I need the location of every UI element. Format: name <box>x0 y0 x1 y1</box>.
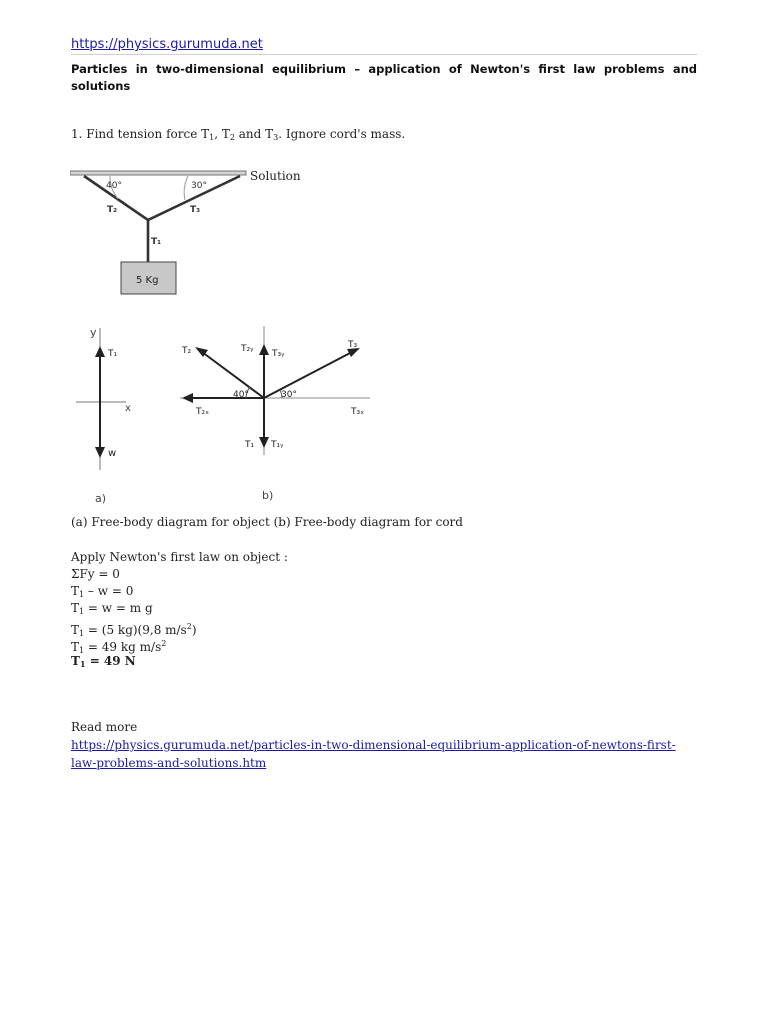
equation-line-3: $T_1 = w = m$ g <box>71 601 153 616</box>
t1y-label: T₁ᵧ <box>271 440 284 450</box>
t2y-label: T₂ᵧ <box>241 344 254 354</box>
t2-label: T₂ <box>182 346 192 356</box>
header-divider <box>71 54 697 55</box>
problem-statement: 1. Find tension force $T_1$, $T_2$ and $T_3$. Ignore cord's mass. <box>71 127 406 142</box>
equation-line-2: $T_1 - w = 0$ <box>71 584 134 599</box>
t1-t1y-arrowhead <box>259 437 269 448</box>
t3-label: T₃ <box>190 205 201 215</box>
final-answer: $T_1 = 49$ N <box>71 654 136 669</box>
t1-label: T₁ <box>245 440 255 450</box>
mass-label: 5 Kg <box>136 275 159 286</box>
angle-arc-right <box>184 176 188 200</box>
article-link-line-1[interactable]: https://physics.gurumuda.net/particles-in-two-dimensional-equilibrium-application-of-newtons-first- <box>71 738 676 752</box>
t1-arrowhead <box>95 346 105 357</box>
w-arrow-label: w <box>108 448 117 459</box>
equation-sum-fy: ΣFy = 0 <box>71 567 120 581</box>
caption-b: b) <box>262 489 274 502</box>
w-arrowhead <box>95 447 105 458</box>
hanging-mass-diagram <box>70 168 250 298</box>
t3y-label: T₃ᵧ <box>272 349 285 359</box>
equation-line-5: $T_1 = 49$ kg $m/s^2$ <box>71 639 167 655</box>
angle-label-30: 30° <box>281 390 297 400</box>
angle-label-30: 30° <box>191 181 207 191</box>
article-link-line-2[interactable]: law-problems-and-solutions.htm <box>71 756 267 770</box>
y-axis-label: y <box>90 326 97 339</box>
site-url-link[interactable]: https://physics.gurumuda.net <box>71 37 263 52</box>
t3-label: T₃ <box>348 340 358 350</box>
figure-caption: (a) Free-body diagram for object (b) Free-body diagram for cord <box>71 515 463 529</box>
angle-label-40: 40° <box>233 390 249 400</box>
x-axis-label: x <box>125 403 131 414</box>
ceiling-bar <box>70 171 246 175</box>
t1-label: T₁ <box>151 237 162 247</box>
angle-label-40: 40° <box>106 181 122 191</box>
solution-intro: Apply Newton's first law on object : <box>71 550 288 564</box>
t2x-label: T₂ₓ <box>196 407 210 417</box>
page-title: Particles in two-dimensional equilibrium – application of Newton's first law problems and solutions <box>71 62 697 93</box>
t3x-label: T₃ₓ <box>351 407 365 417</box>
t2x-arrowhead <box>182 393 193 403</box>
t2y-t3y-arrowhead <box>259 344 269 355</box>
read-more-label: Read more <box>71 720 138 734</box>
free-body-diagram-cord <box>170 320 380 510</box>
caption-a: a) <box>95 492 107 505</box>
solution-label: Solution <box>250 169 301 183</box>
t1-arrow-label: T₁ <box>108 349 118 359</box>
equation-line-4: $T_1 = (5$ kg)(9,8 $m/s^2$) <box>71 622 197 638</box>
free-body-diagram-object <box>70 320 150 510</box>
t2-label: T₂ <box>107 205 118 215</box>
